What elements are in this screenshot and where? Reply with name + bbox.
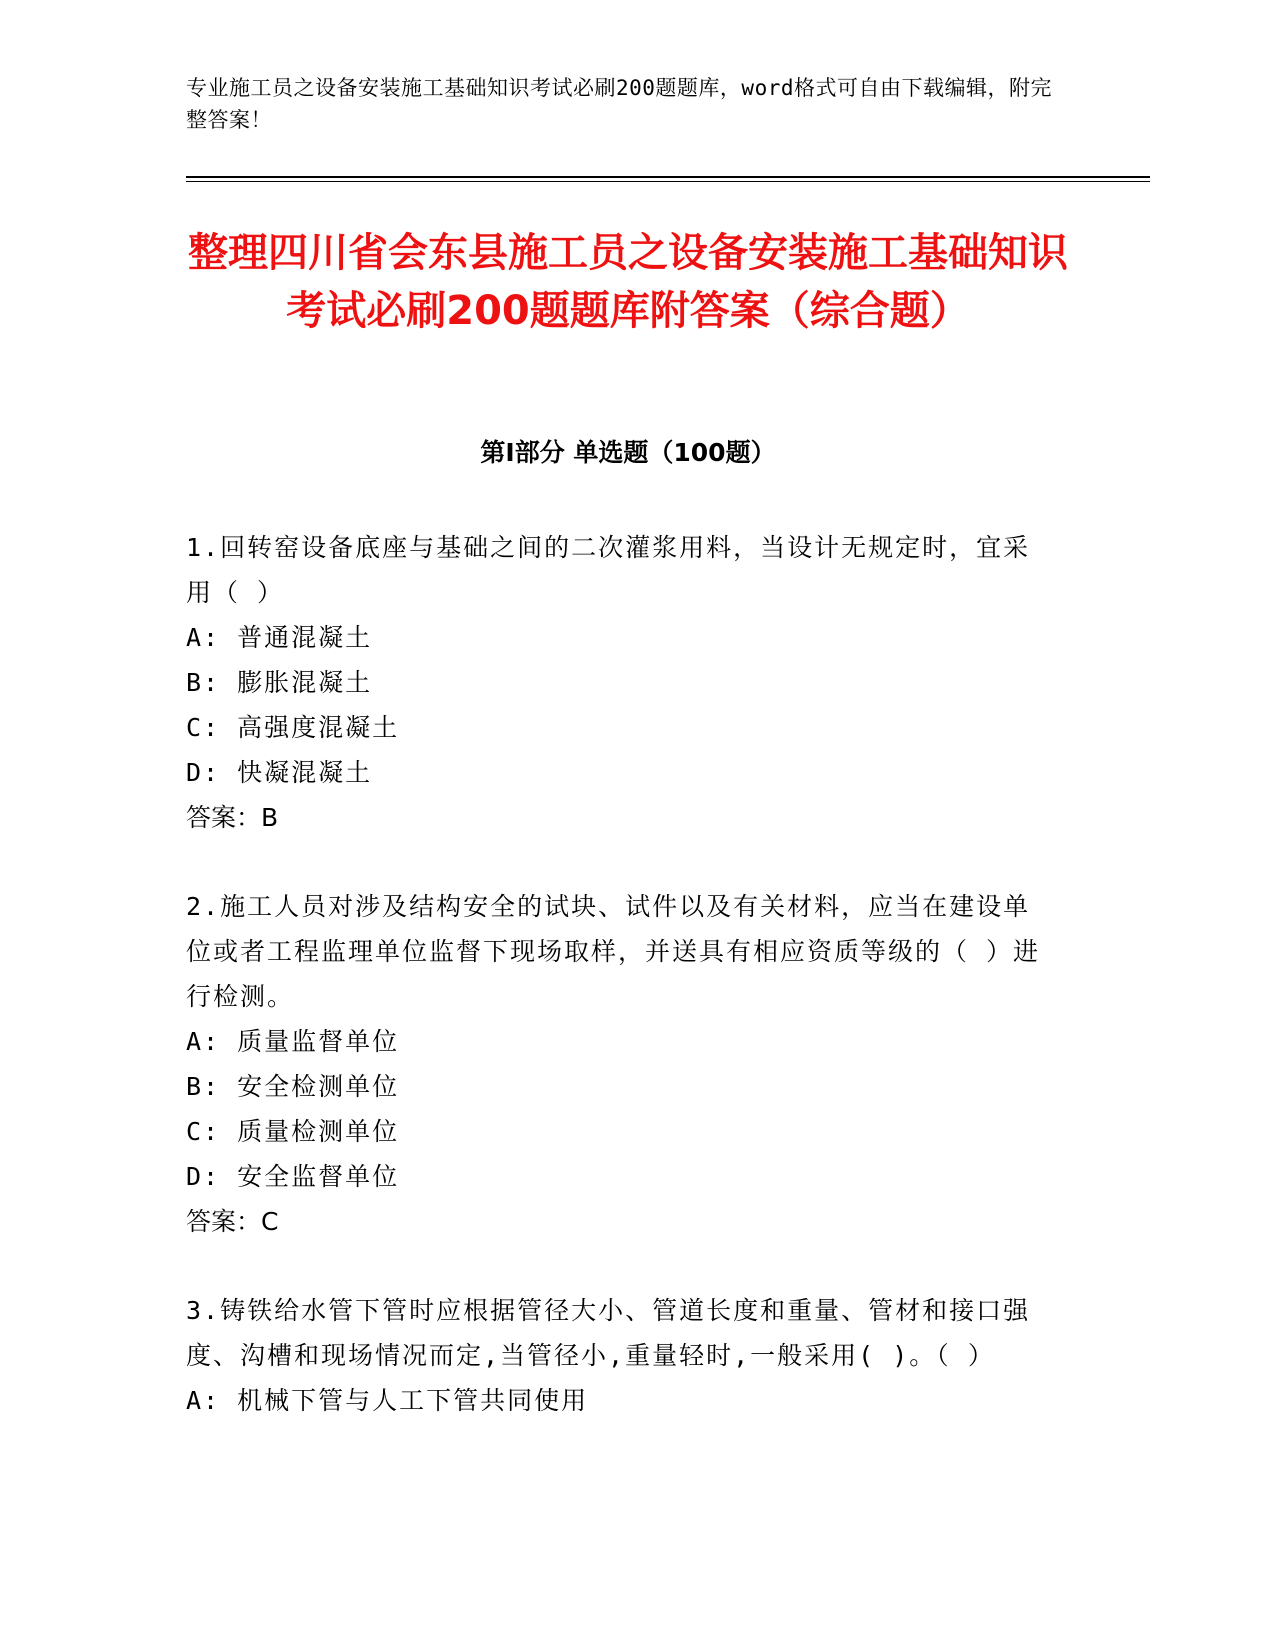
section-title: 第Ⅰ部分 单选题（100题） (480, 438, 776, 467)
question-text: 2.施工人员对涉及结构安全的试块、试件以及有关材料，应当在建设单位或者工程监理单位监督下现场取样，并送具有相应资质等级的（ ）进行检测。 (186, 892, 1041, 1011)
option-a: A: 机械下管与人工下管共同使用 (186, 1386, 589, 1415)
option-d: D: 安全监督单位 (186, 1162, 400, 1191)
question-1 (186, 525, 1056, 840)
option-b: B: 膨胀混凝土 (186, 668, 373, 697)
question-list (186, 525, 1056, 1467)
question-text: 1.回转窑设备底座与基础之间的二次灌浆用料，当设计无规定时，宜采用（ ） (186, 533, 1031, 607)
document-title: 整理四川省会东县施工员之设备安装施工基础知识考试必刷200题题库附答案（综合题） (188, 230, 1068, 334)
answer: 答案：B (186, 803, 279, 832)
option-b: B: 安全检测单位 (186, 1072, 400, 1101)
question-text: 3.铸铁给水管下管时应根据管径大小、管道长度和重量、管材和接口强度、沟槽和现场情况而定,当管径小,重量轻时,一般采用( )。（ ） (186, 1296, 1031, 1370)
option-c: C: 质量检测单位 (186, 1117, 400, 1146)
option-d: D: 快凝混凝土 (186, 758, 373, 787)
option-c: C: 高强度混凝土 (186, 713, 400, 742)
header-divider-thin (186, 181, 1150, 182)
header-divider-thick (186, 176, 1150, 178)
option-a: A: 普通混凝土 (186, 623, 373, 652)
answer: 答案：C (186, 1207, 279, 1236)
question-2 (186, 884, 1056, 1244)
question-3 (186, 1288, 1056, 1423)
header-note: 专业施工员之设备安装施工基础知识考试必刷200题题库，word格式可自由下载编辑，附完整答案！ (186, 76, 1052, 132)
option-a: A: 质量监督单位 (186, 1027, 400, 1056)
